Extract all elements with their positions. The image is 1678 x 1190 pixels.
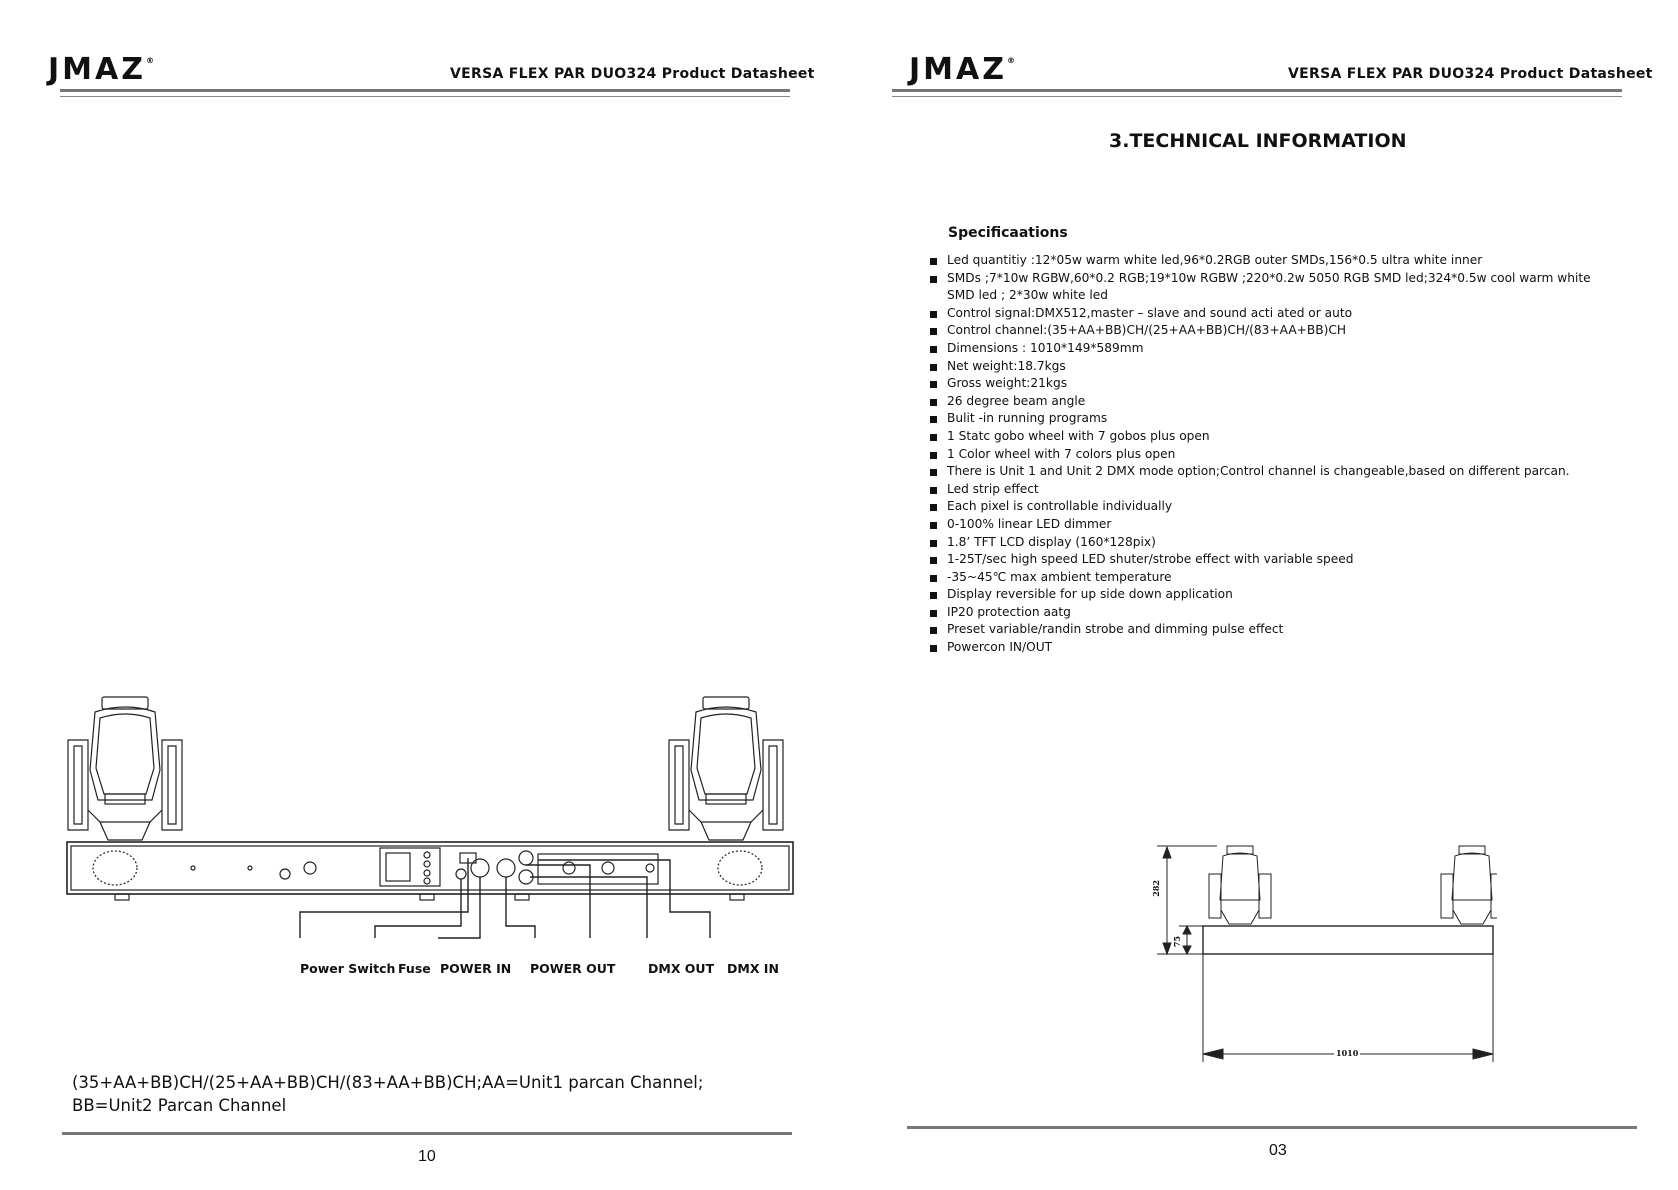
- header-rule: [60, 89, 790, 92]
- footer-rule: [907, 1126, 1637, 1129]
- left-moving-head-drawing: [1209, 846, 1271, 924]
- label-power-in: POWER IN: [440, 961, 512, 976]
- spec-item: IP20 protection aatg: [929, 604, 1609, 622]
- right-page: [839, 0, 1678, 1190]
- label-dmx-in: DMX IN: [727, 961, 779, 976]
- spec-item: Each pixel is controllable individually: [929, 498, 1609, 516]
- right-moving-head-drawing: [1441, 846, 1497, 924]
- label-dmx-out: DMX OUT: [648, 961, 715, 976]
- label-power-out: POWER OUT: [530, 961, 616, 976]
- header-rule: [892, 89, 1622, 92]
- spec-item: -35~45℃ max ambient temperature: [929, 569, 1609, 587]
- dimension-drawing: [1157, 830, 1497, 1080]
- spec-item: There is Unit 1 and Unit 2 DMX mode option;Control channel is changeable,based on different parcan.: [929, 463, 1609, 481]
- specs-heading: Specificaations: [948, 225, 1068, 241]
- spec-list: [929, 252, 1609, 657]
- header-rule-thin: [60, 96, 790, 97]
- spec-item: 1 Color wheel with 7 colors plus open: [929, 446, 1609, 464]
- spec-item: 26 degree beam angle: [929, 393, 1609, 411]
- spec-item: SMDs ;7*10w RGBW,60*0.2 RGB;19*10w RGBW ;220*0.2w 5050 RGB SMD led;324*0.5w cool warm white SMD led ; 2*30w white led: [929, 270, 1609, 305]
- label-power-switch: Power Switch: [300, 961, 396, 976]
- right-moving-head-drawing: [669, 697, 783, 840]
- section-title: 3.TECHNICAL INFORMATION: [1109, 130, 1407, 152]
- dim-width: 1010: [1336, 1048, 1359, 1058]
- page-number: 10: [418, 1148, 436, 1165]
- jmaz-logo: JMAZ®: [909, 52, 1015, 87]
- spec-item: Led strip effect: [929, 481, 1609, 499]
- spec-item: Gross weight:21kgs: [929, 375, 1609, 393]
- spec-item: Display reversible for up side down application: [929, 586, 1609, 604]
- dim-height-total: 282: [1151, 880, 1161, 897]
- header-title: VERSA FLEX PAR DUO324 Product Datasheet: [450, 66, 815, 82]
- spec-item: Powercon IN/OUT: [929, 639, 1609, 657]
- channel-caption: (35+AA+BB)CH/(25+AA+BB)CH/(83+AA+BB)CH;AA=Unit1 parcan Channel; BB=Unit2 Parcan Channel: [72, 1073, 704, 1115]
- jmaz-logo: JMAZ®: [48, 52, 154, 87]
- spec-item: Bulit -in running programs: [929, 410, 1609, 428]
- label-fuse: Fuse: [398, 961, 431, 976]
- spec-item: Led quantitiy :12*05w warm white led,96*0.2RGB outer SMDs,156*0.5 ultra white inner: [929, 252, 1609, 270]
- header-title: VERSA FLEX PAR DUO324 Product Datasheet: [1288, 66, 1653, 82]
- spec-item: 1-25T/sec high speed LED shuter/strobe effect with variable speed: [929, 551, 1609, 569]
- spec-item: Control channel:(35+AA+BB)CH/(25+AA+BB)CH/(83+AA+BB)CH: [929, 322, 1609, 340]
- spec-item: Control signal:DMX512,master – slave and sound acti ated or auto: [929, 305, 1609, 323]
- spec-item: Net weight:18.7kgs: [929, 358, 1609, 376]
- header-rule-thin: [892, 96, 1622, 97]
- page-number: 03: [1269, 1142, 1287, 1159]
- spec-item: 0-100% linear LED dimmer: [929, 516, 1609, 534]
- dim-height-bar: 75: [1172, 936, 1182, 948]
- spec-item: 1.8’ TFT LCD display (160*128pix): [929, 534, 1609, 552]
- spec-item: Dimensions : 1010*149*589mm: [929, 340, 1609, 358]
- left-moving-head-drawing: [68, 697, 182, 840]
- spec-item: 1 Statc gobo wheel with 7 gobos plus open: [929, 428, 1609, 446]
- rear-panel-diagram: [60, 690, 800, 940]
- spec-item: Preset variable/randin strobe and dimming pulse effect: [929, 621, 1609, 639]
- footer-rule: [62, 1132, 792, 1135]
